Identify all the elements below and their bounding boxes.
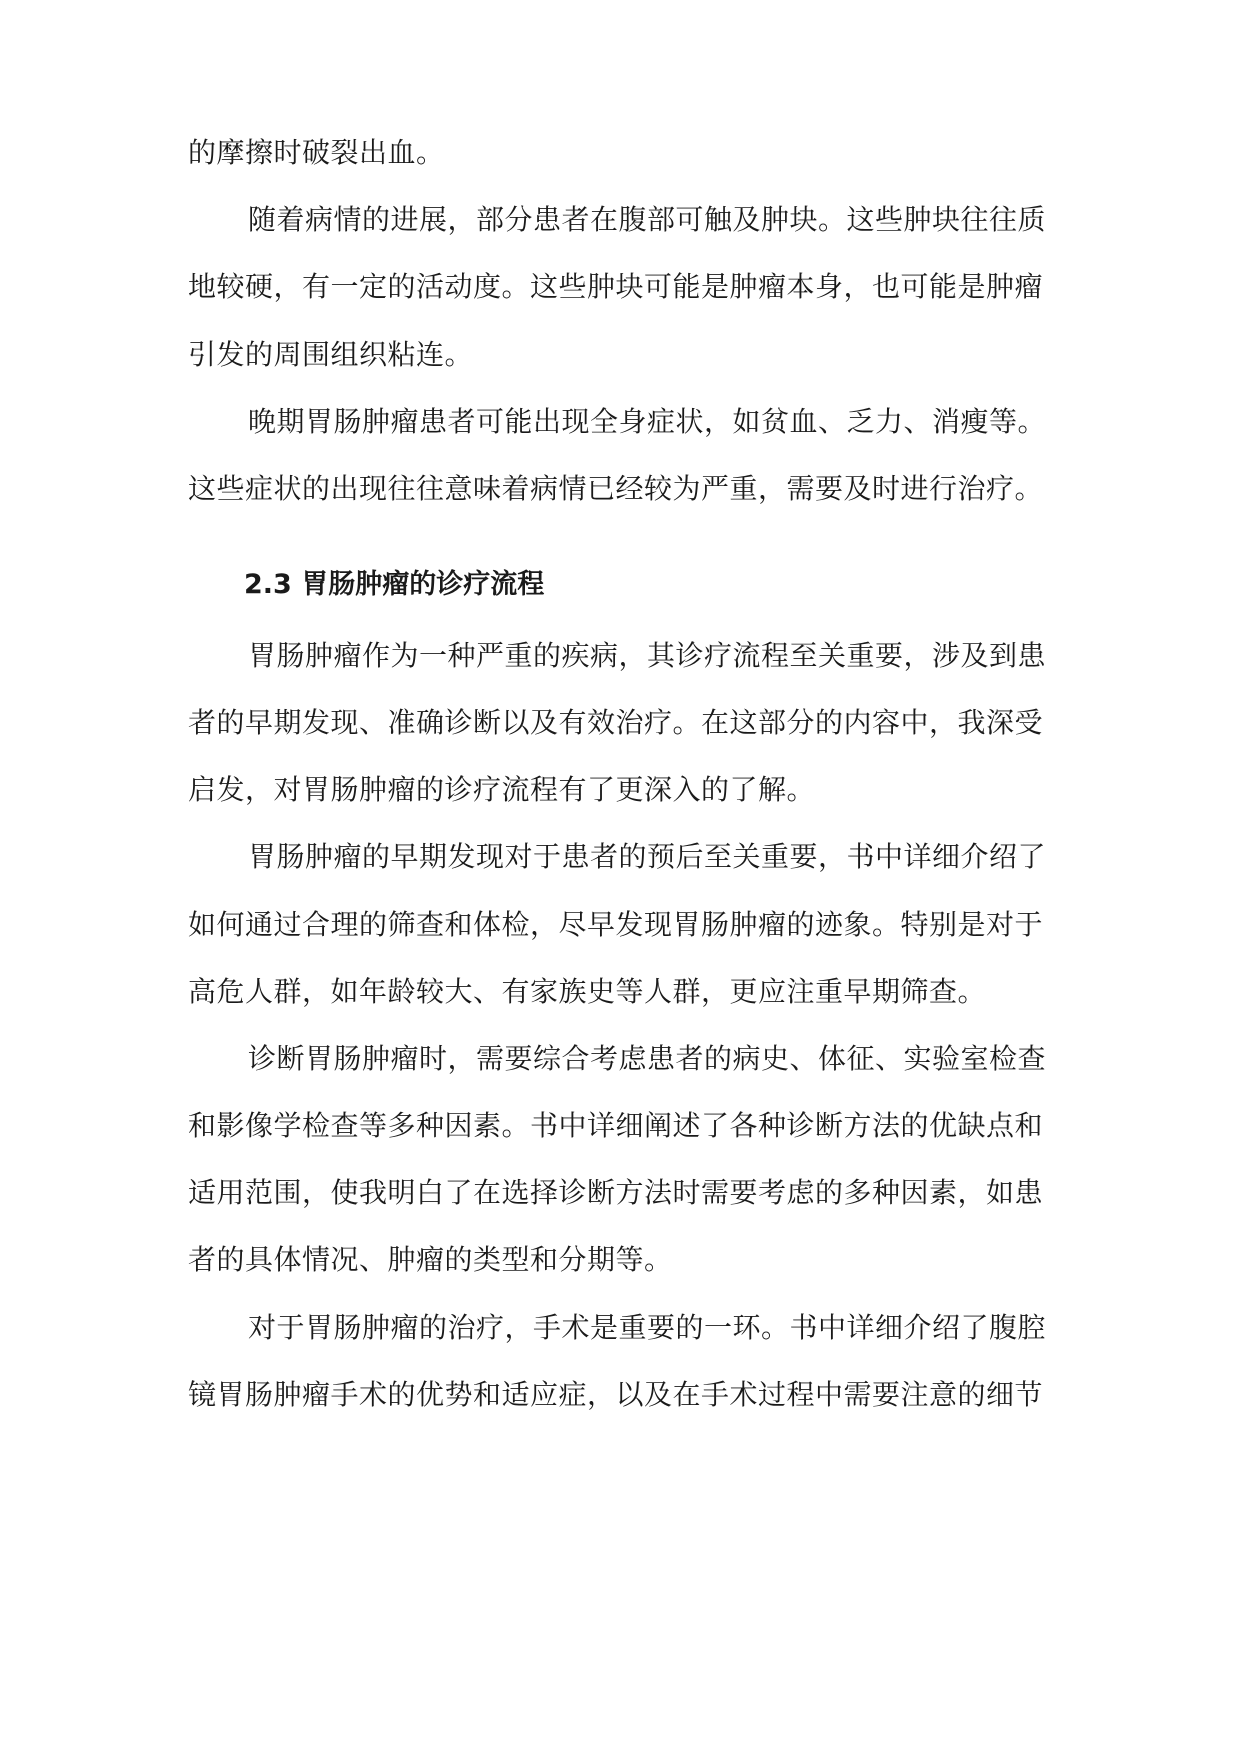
paragraph-line: 者的早期发现、准确诊断以及有效治疗。在这部分的内容中，我深受 xyxy=(188,706,1044,739)
paragraph-line: 晚期胃肠肿瘤患者可能出现全身症状，如贫血、乏力、消瘦等。 xyxy=(248,405,1047,438)
paragraph-line: 者的具体情况、肿瘤的类型和分期等。 xyxy=(188,1243,673,1276)
paragraph-line: 胃肠肿瘤的早期发现对于患者的预后至关重要，书中详细介绍了 xyxy=(248,840,1047,873)
paragraph-line: 和影像学检查等多种因素。书中详细阐述了各种诊断方法的优缺点和 xyxy=(188,1109,1044,1142)
paragraph-line: 镜胃肠肿瘤手术的优势和适应症，以及在手术过程中需要注意的细节 xyxy=(188,1378,1044,1411)
section-title: 胃肠肿瘤的诊疗流程 xyxy=(301,569,545,600)
paragraph-line: 地较硬，有一定的活动度。这些肿块可能是肿瘤本身，也可能是肿瘤 xyxy=(188,270,1044,303)
paragraph-line: 如何通过合理的筛查和体检，尽早发现胃肠肿瘤的迹象。特别是对于 xyxy=(188,908,1044,941)
paragraph-line: 高危人群，如年龄较大、有家族史等人群，更应注重早期筛查。 xyxy=(188,975,987,1008)
paragraph-line: 适用范围，使我明白了在选择诊断方法时需要考虑的多种因素，如患 xyxy=(188,1176,1044,1209)
paragraph-line: 胃肠肿瘤作为一种严重的疾病，其诊疗流程至关重要，涉及到患 xyxy=(248,639,1047,672)
paragraph-line: 的摩擦时破裂出血。 xyxy=(188,136,445,169)
paragraph-line: 随着病情的进展，部分患者在腹部可触及肿块。这些肿块往往质 xyxy=(248,203,1047,236)
section-number: 2.3 xyxy=(244,569,292,600)
paragraph-line: 引发的周围组织粘连。 xyxy=(188,338,474,371)
paragraph-line: 对于胃肠肿瘤的治疗，手术是重要的一环。书中详细介绍了腹腔 xyxy=(248,1311,1047,1344)
paragraph-line: 启发，对胃肠肿瘤的诊疗流程有了更深入的了解。 xyxy=(188,773,816,806)
paragraph-line: 这些症状的出现往往意味着病情已经较为严重，需要及时进行治疗。 xyxy=(188,472,1044,505)
paragraph-line: 诊断胃肠肿瘤时，需要综合考虑患者的病史、体征、实验室检查 xyxy=(248,1042,1047,1075)
section-heading xyxy=(244,565,544,605)
